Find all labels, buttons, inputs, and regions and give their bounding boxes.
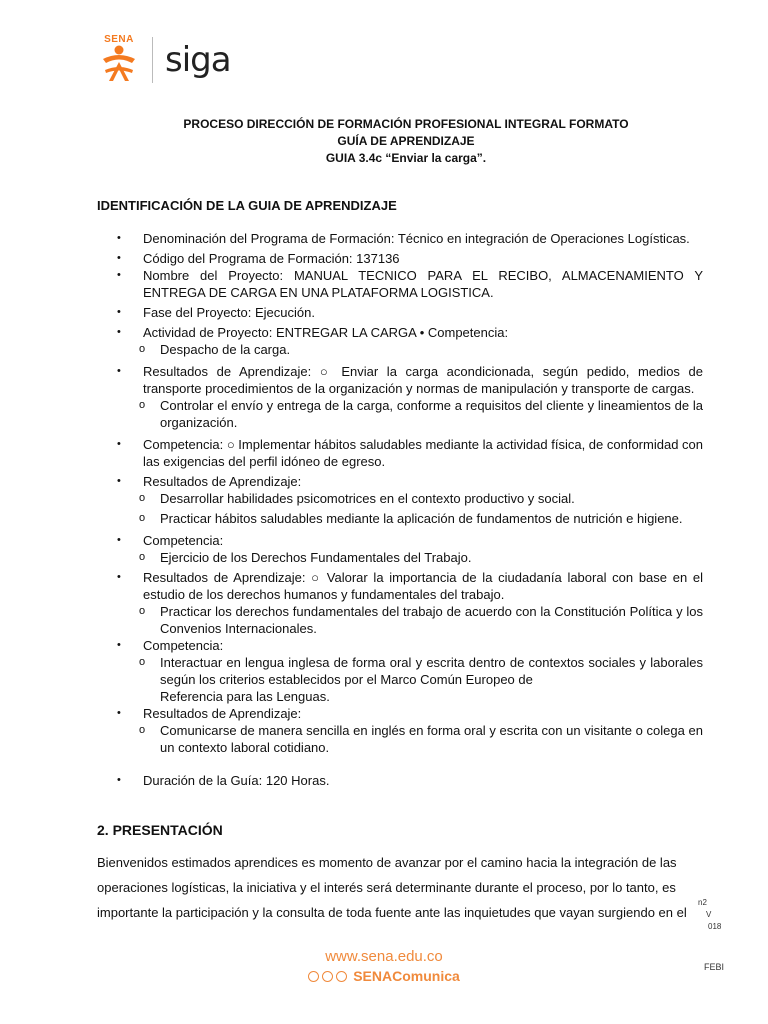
bullet-icon: • [117, 571, 121, 583]
paragraph-line: operaciones logísticas, la iniciativa y el interés será determinante durante el proceso, por lo tanto, es [97, 880, 676, 895]
item-text: Practicar los derechos fundamentales del trabajo de acuerdo con la Constitución Política y los Convenios Internacionales. [160, 604, 703, 636]
item-text: Competencia: [143, 533, 224, 548]
item-text: Fase del Proyecto: Ejecución. [143, 305, 315, 320]
title-line-1: PROCESO DIRECCIÓN DE FORMACIÓN PROFESIONAL INTEGRAL FORMATO [183, 117, 629, 131]
sub-bullet-icon: o [139, 605, 146, 617]
bullet-icon: • [117, 326, 121, 338]
item-text: Practicar hábitos saludables mediante la aplicación de fundamentos de nutrición e higiene. [160, 511, 683, 526]
margin-mark: FEBI [704, 962, 725, 972]
bullet-icon: • [117, 365, 121, 377]
sub-list-continuation [117, 688, 703, 705]
item-text: Competencia: ○ Implementar hábitos saludables mediante la actividad física, de conformidad con las exigencias del perfil idóneo de egreso. [143, 437, 703, 469]
youtube-icon [336, 971, 347, 982]
sub-list-item [117, 397, 703, 431]
bullet-icon: • [117, 534, 121, 546]
margin-mark: V [706, 910, 712, 919]
siga-logo [165, 40, 231, 80]
sena-logo-text: SENA [104, 34, 134, 45]
bullet-icon: • [117, 475, 121, 487]
sub-bullet-icon: o [139, 343, 146, 355]
footer-social [0, 968, 768, 984]
presentation-heading: 2. PRESENTACIÓN [97, 822, 223, 838]
bullet-icon: • [117, 232, 121, 244]
document-title [100, 116, 712, 167]
siga-logo-text: siga [165, 40, 231, 80]
item-text: Ejercicio de los Derechos Fundamentales del Trabajo. [160, 550, 472, 565]
sub-bullet-icon: o [139, 492, 146, 504]
list-item [117, 304, 703, 321]
footer-url: www.sena.edu.co [325, 948, 443, 965]
bullet-icon: • [117, 269, 121, 281]
title-line-2: GUÍA DE APRENDIZAJE [337, 134, 475, 148]
item-text: Referencia para las Lenguas. [160, 689, 330, 704]
sub-bullet-icon: o [139, 512, 146, 524]
list-item [117, 569, 703, 603]
identification-list [117, 230, 703, 789]
list-item [117, 705, 703, 722]
sub-list-item [117, 341, 703, 358]
bullet-icon: • [117, 774, 121, 786]
sub-bullet-icon: o [139, 724, 146, 736]
margin-mark: n2 [698, 898, 707, 907]
list-item [117, 532, 703, 549]
sub-list-item [117, 510, 703, 527]
bullet-icon: • [117, 306, 121, 318]
item-text: Resultados de Aprendizaje: [143, 474, 302, 489]
bullet-icon: • [117, 252, 121, 264]
identification-heading: IDENTIFICACIÓN DE LA GUIA DE APRENDIZAJE [97, 198, 397, 213]
item-text: Desarrollar habilidades psicomotrices en el contexto productivo y social. [160, 491, 575, 506]
item-text: Competencia: [143, 638, 224, 653]
sena-logo [96, 34, 142, 86]
item-text: Controlar el envío y entrega de la carga, conforme a requisitos del cliente y lineamientos de la organización. [160, 398, 703, 430]
item-text: Nombre del Proyecto: MANUAL TECNICO PARA EL RECIBO, ALMACENAMIENTO Y ENTREGA DE CARGA EN UNA PLATAFORMA LOGISTICA. [143, 268, 703, 300]
list-item [117, 230, 703, 247]
sub-bullet-icon: o [139, 656, 146, 668]
sub-list-item [117, 490, 703, 507]
item-text: Duración de la Guía: 120 Horas. [143, 773, 330, 788]
sub-list-item [117, 549, 703, 566]
sub-list-item [117, 722, 703, 756]
sena-person-icon [99, 45, 139, 83]
item-text: Comunicarse de manera sencilla en inglés en forma oral y escrita con un visitante o colega en un contexto laboral cotidiano. [160, 723, 703, 755]
item-text: Código del Programa de Formación: 137136 [143, 251, 400, 266]
bullet-icon: • [117, 707, 121, 719]
item-text: Resultados de Aprendizaje: ○ Valorar la importancia de la ciudadanía laboral con base en el estudio de los derechos humanos y fundamentales del trabajo. [143, 570, 703, 602]
instagram-icon [322, 971, 333, 982]
item-text: Despacho de la carga. [160, 342, 291, 357]
list-item [117, 250, 703, 267]
item-text: Denominación del Programa de Formación: Técnico en integración de Operaciones Logísticas. [143, 231, 690, 246]
list-item [117, 324, 703, 341]
margin-mark: 018 [708, 922, 722, 931]
bullet-icon: • [117, 639, 121, 651]
presentation-paragraph [97, 850, 703, 925]
item-text: Resultados de Aprendizaje: ○ Enviar la carga acondicionada, según pedido, medios de transporte procedimientos de la organización y normas de manipulación y transporte de cargas. [143, 364, 703, 396]
item-text: Actividad de Proyecto: ENTREGAR LA CARGA • Competencia: [143, 325, 509, 340]
sub-list-item [117, 654, 703, 688]
sub-list-item [117, 603, 703, 637]
item-text: Resultados de Aprendizaje: [143, 706, 302, 721]
sub-bullet-icon: o [139, 551, 146, 563]
header-logos [96, 34, 231, 86]
list-item [117, 267, 703, 301]
logo-divider [152, 37, 153, 83]
list-item [117, 363, 703, 397]
paragraph-line: Bienvenidos estimados aprendices es momento de avanzar por el camino hacia la integración de las [97, 855, 677, 870]
paragraph-line: importante la participación y la consulta de toda fuente ante las inquietudes que vayan surgiendo en el [97, 905, 687, 920]
sub-bullet-icon: o [139, 399, 146, 411]
bullet-icon: • [117, 438, 121, 450]
list-item [117, 637, 703, 654]
list-item [117, 436, 703, 470]
facebook-icon [308, 971, 319, 982]
item-text: Interactuar en lengua inglesa de forma oral y escrita dentro de contextos sociales y laborales según los criterios establecidos por el Marco Común Europeo de [160, 655, 703, 687]
social-handle: SENAComunica [353, 968, 460, 984]
title-line-3: GUIA 3.4c “Enviar la carga”. [325, 151, 487, 165]
list-item [117, 473, 703, 490]
list-item [117, 772, 703, 789]
